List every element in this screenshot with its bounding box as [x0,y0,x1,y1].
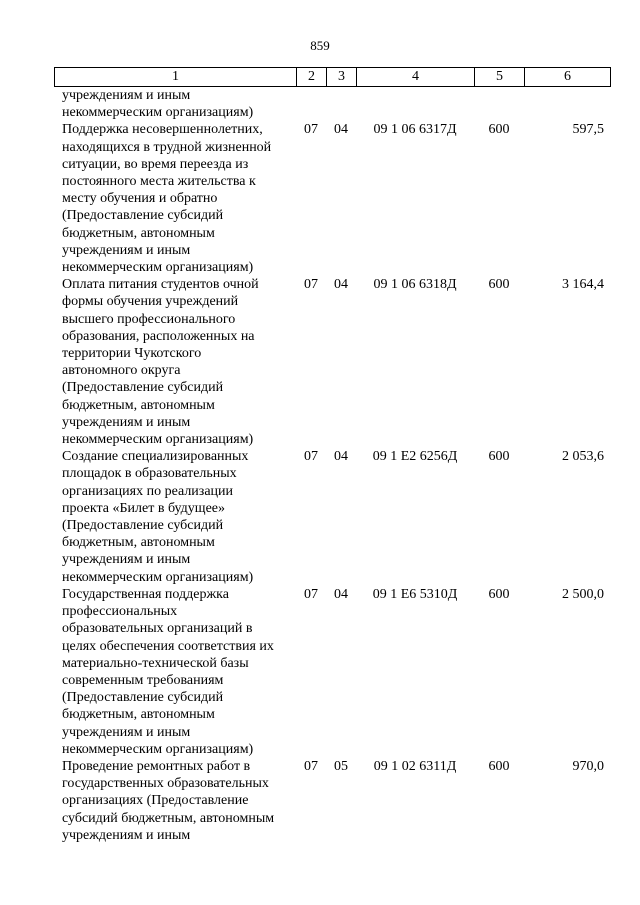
description-line: учреждениям и иным [62,724,191,740]
column-header-4: 4 [357,68,475,87]
subsection-code: 04 [334,277,348,293]
description-line: (Предоставление субсидий [62,690,224,706]
row-description [54,87,302,121]
section-code: 07 [304,758,318,774]
description-line: материально-технической базы [62,655,249,671]
row-description [54,758,302,844]
description-line: Проведение ремонтных работ в [62,758,251,774]
row-description [54,448,302,586]
column-header-5: 5 [475,68,525,87]
description-line: территории Чукотского [62,346,202,362]
row-description [54,586,302,758]
description-line: субсидий бюджетным, автономным [62,810,275,826]
description-line: образовательных организаций в [62,621,253,637]
description-line: образования, расположенных на [62,328,255,344]
description-line: учреждениям и иным [62,88,191,103]
column-header-1: 1 [55,68,297,87]
description-line: Государственная поддержка [62,586,229,602]
expense-type-code: 600 [488,449,510,465]
subsection-code: 04 [334,449,348,465]
section-code: 07 [304,122,318,138]
budget-rows [54,87,610,844]
subsection-code: 04 [334,122,348,138]
description-line: учреждениям и иным [62,414,191,430]
description-line: автономного округа [62,363,181,379]
amount: 597,5 [572,122,604,138]
description-line: некоммерческим организациям) [62,569,254,585]
description-line: (Предоставление субсидий [62,518,224,534]
table-row [54,121,610,276]
table-row [54,586,610,758]
description-line: бюджетным, автономным [62,707,215,723]
target-article-code: 09 1 06 6318Д [373,277,457,293]
description-line: современным требованиям [62,672,224,688]
description-line: Создание специализированных [62,449,249,465]
section-code: 07 [304,277,318,293]
description-line: учреждениям и иным [62,552,191,568]
description-line: (Предоставление субсидий [62,380,224,396]
target-article-code: 09 1 02 6311Д [373,758,457,774]
table-row [54,758,610,844]
table-row [54,448,610,586]
column-header-row [55,68,611,87]
description-line: некоммерческим организациям) [62,741,254,757]
target-article-code: 09 1 E2 6256Д [372,449,458,465]
column-header-table [54,67,611,87]
description-line: бюджетным, автономным [62,535,215,551]
description-line: месту обучения и обратно [62,191,218,207]
description-line: высшего профессионального [62,311,236,327]
subsection-code: 05 [334,758,348,774]
target-article-code: 09 1 E6 5310Д [372,586,458,602]
description-line: профессиональных [62,604,178,620]
row-description [54,121,302,276]
amount: 2 500,0 [562,586,604,602]
description-line: бюджетным, автономным [62,225,215,241]
description-line: бюджетным, автономным [62,397,215,413]
section-code: 07 [304,449,318,465]
description-line: организациях по реализации [62,483,234,499]
description-line: некоммерческим организациям) [62,105,254,121]
amount: 3 164,4 [562,277,604,293]
description-line: учреждениям и иным [62,242,191,258]
expense-type-code: 600 [488,122,510,138]
description-line: целях обеспечения соответствия их [62,638,274,654]
expense-type-code: 600 [488,586,510,602]
description-line: проекта «Билет в будущее» [62,500,225,516]
description-line: находящихся в трудной жизненной [62,139,272,155]
description-line: постоянного места жительства к [62,174,256,190]
expense-type-code: 600 [488,758,510,774]
target-article-code: 09 1 06 6317Д [373,122,457,138]
description-line: ситуации, во время переезда из [62,156,249,172]
description-line: организациях (Предоставление [62,793,249,809]
row-description [54,276,302,448]
table-row [54,87,610,121]
page-number: 859 [310,38,330,53]
description-line: некоммерческим организациям) [62,432,254,448]
column-header-2: 2 [297,68,327,87]
description-line: площадок в образовательных [62,466,237,482]
section-code: 07 [304,586,318,602]
column-header-3: 3 [327,68,357,87]
description-line: учреждениям и иным [62,827,191,843]
description-line: (Предоставление субсидий [62,208,224,224]
description-line: Оплата питания студентов очной [62,277,259,293]
subsection-code: 04 [334,586,348,602]
amount: 970,0 [572,758,604,774]
amount: 2 053,6 [562,449,604,465]
expense-type-code: 600 [488,277,510,293]
table-row [54,276,610,448]
description-line: государственных образовательных [62,776,269,792]
description-line: Поддержка несовершеннолетних, [62,122,263,138]
description-line: некоммерческим организациям) [62,260,254,276]
description-line: формы обучения учреждений [62,294,239,310]
column-header-6: 6 [525,68,611,87]
